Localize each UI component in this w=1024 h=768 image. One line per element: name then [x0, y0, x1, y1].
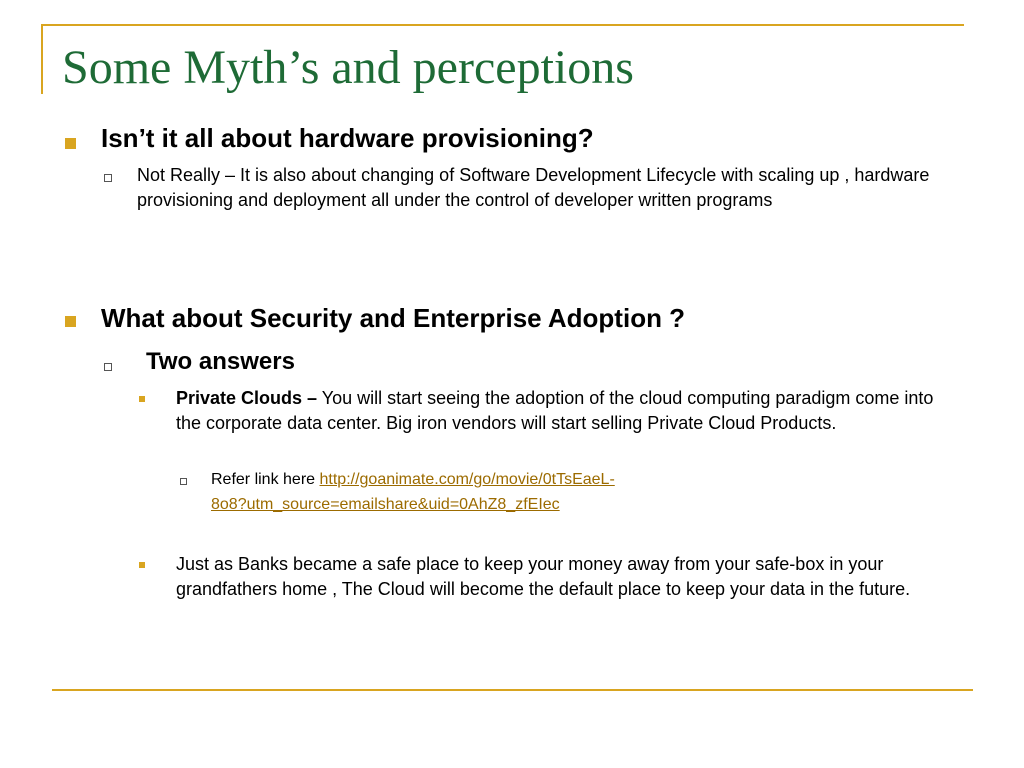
slide-title: Some Myth’s and perceptions [62, 41, 634, 94]
bullet-heading-security: What about Security and Enterprise Adoption ? [101, 303, 686, 333]
hollow-square-bullet-icon [180, 478, 187, 485]
private-clouds-body: You will start seeing the adoption of the cloud computing paradigm come into the corporate data center. Big iron vendors will start selling Private Cloud Products. [176, 388, 934, 433]
bullet-heading-hardware: Isn’t it all about hardware provisioning? [101, 123, 594, 153]
bullet-text-not-really: Not Really – It is also about changing of Software Development Lifecycle with scaling up , hardware provisioning and deployment all under the control of developer written programs [137, 165, 930, 210]
left-rule [41, 24, 43, 94]
bullet-square-icon [139, 396, 145, 402]
refer-link-label: Refer link here [211, 471, 320, 488]
bullet-square-icon [139, 562, 145, 568]
sub-heading-two-answers: Two answers [146, 348, 295, 375]
bullet-square-icon [65, 138, 76, 149]
refer-link-url-part2[interactable]: 8o8?utm_source=emailshare&uid=0AhZ8_zfEIec [211, 496, 560, 513]
top-rule [41, 24, 964, 26]
hollow-square-bullet-icon [104, 363, 112, 371]
refer-link-url-part1[interactable]: http://goanimate.com/go/movie/0tTsEaeL- [319, 471, 615, 488]
refer-link-item [211, 467, 951, 517]
bullet-square-icon [65, 316, 76, 327]
hollow-square-bullet-icon [104, 174, 112, 182]
bottom-rule [52, 689, 973, 691]
bullet-text-banks: Just as Banks became a safe place to keep your money away from your safe-box in your grandfathers home , The Cloud will become the default place to keep your data in the future. [176, 554, 911, 599]
bullet-text-private-clouds [176, 386, 946, 436]
private-clouds-label: Private Clouds – [176, 388, 318, 408]
